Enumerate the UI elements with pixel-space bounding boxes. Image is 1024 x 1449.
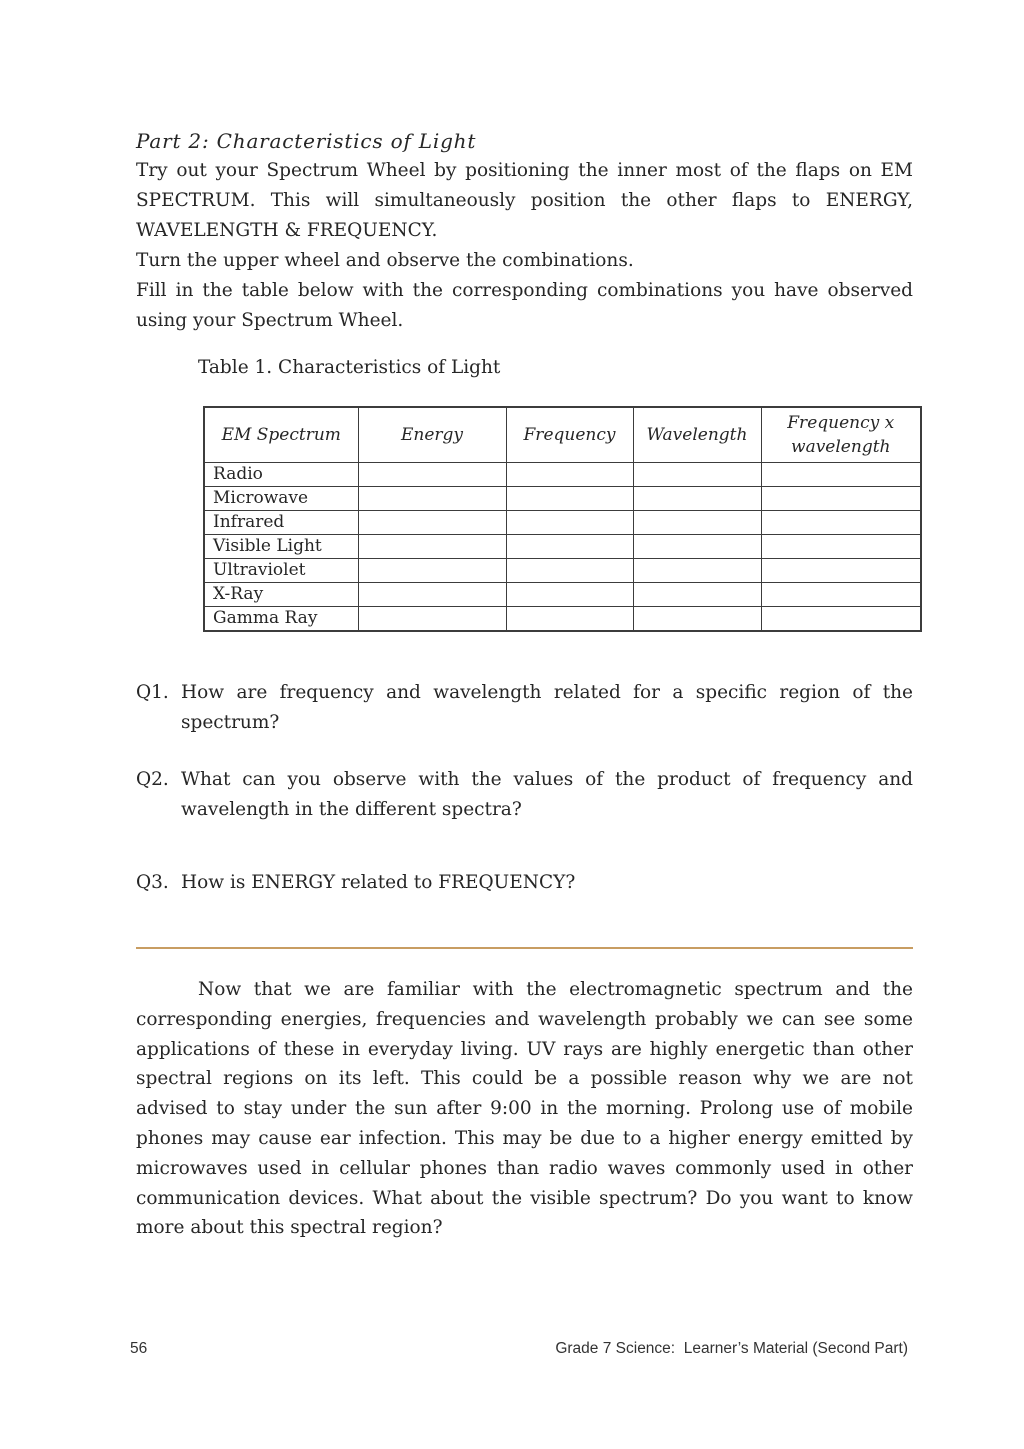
empty-cell [358,511,506,535]
empty-cell [633,487,761,511]
table-row [204,607,921,632]
section-divider [136,947,913,949]
row-label-ultraviolet: Ultraviolet [204,559,358,583]
question-3-text: How is ENERGY related to FREQUENCY? [181,872,576,893]
question-2 [136,765,913,825]
empty-cell [633,559,761,583]
section-heading: Part 2: Characteristics of Light [136,129,477,153]
question-1-label: Q1. [136,682,169,703]
column-header-frequency-x-wavelength: Frequency x wavelength [761,407,921,463]
empty-cell [506,535,633,559]
empty-cell [761,463,921,487]
empty-cell [633,583,761,607]
table-header-row [204,407,921,463]
empty-cell [506,559,633,583]
empty-cell [633,535,761,559]
table-row [204,559,921,583]
empty-cell [506,487,633,511]
row-label-microwave: Microwave [204,487,358,511]
empty-cell [633,463,761,487]
question-3 [136,868,913,898]
paragraph-turn-wheel: Turn the upper wheel and observe the combinations. [136,250,634,271]
empty-cell [761,559,921,583]
empty-cell [506,607,633,632]
row-label-visible-light: Visible Light [204,535,358,559]
paragraph-fill-table: Fill in the table below with the corresponding combinations you have observed using your Spectrum Wheel. [136,280,913,331]
empty-cell [358,583,506,607]
empty-cell [358,463,506,487]
empty-cell [358,487,506,511]
row-label-infrared: Infrared [204,511,358,535]
column-header-frequency: Frequency [506,407,633,463]
empty-cell [358,559,506,583]
table-row [204,463,921,487]
page-number: 56 [130,1340,148,1357]
column-header-em-spectrum: EM Spectrum [204,407,358,463]
page-content [0,126,1024,1243]
empty-cell [506,463,633,487]
empty-cell [633,607,761,632]
row-label-gamma-ray: Gamma Ray [204,607,358,632]
question-3-label: Q3. [136,872,169,893]
table-row [204,487,921,511]
row-label-radio: Radio [204,463,358,487]
column-header-energy: Energy [358,407,506,463]
empty-cell [506,583,633,607]
question-2-text: What can you observe with the values of the product of frequency and wavelength in the different spectra? [181,769,913,820]
empty-cell [358,607,506,632]
paragraph-em-spectrum-discussion: Now that we are familiar with the electromagnetic spectrum and the corresponding energies, frequencies and wavelength probably we can see some applications of these in everyday living. UV rays are highly energetic than other spectral regions on its left. This could be a possible reason why we are not advised to stay under the sun after 9:00 in the morning. Prolong use of mobile phones may cause ear infection. This may be due to a higher energy emitted by microwaves used in cellular phones than radio waves commonly used in other communication devices. What about the visible spectrum? Do you want to know more about this spectral region? [136,979,913,1239]
page-footer [130,1340,908,1358]
table-caption: Table 1. Characteristics of Light [198,357,501,378]
empty-cell [761,607,921,632]
table-row [204,583,921,607]
question-1-text: How are frequency and wavelength related for a specific region of the spectrum? [181,682,913,733]
footer-source-text: Grade 7 Science: Learner’s Material (Second Part) [555,1340,908,1357]
empty-cell [633,511,761,535]
question-2-label: Q2. [136,769,169,790]
empty-cell [358,535,506,559]
table-row [204,535,921,559]
question-1 [136,678,913,738]
empty-cell [761,511,921,535]
characteristics-of-light-table [203,406,922,632]
empty-cell [761,487,921,511]
table-row [204,511,921,535]
empty-cell [761,583,921,607]
empty-cell [506,511,633,535]
column-header-wavelength: Wavelength [633,407,761,463]
empty-cell [761,535,921,559]
paragraph-try-out-wheel: Try out your Spectrum Wheel by positioning the inner most of the flaps on EM SPECTRUM. This will simultaneously position the other flaps to ENERGY, WAVELENGTH & FREQUENCY. [136,160,913,241]
row-label-x-ray: X-Ray [204,583,358,607]
